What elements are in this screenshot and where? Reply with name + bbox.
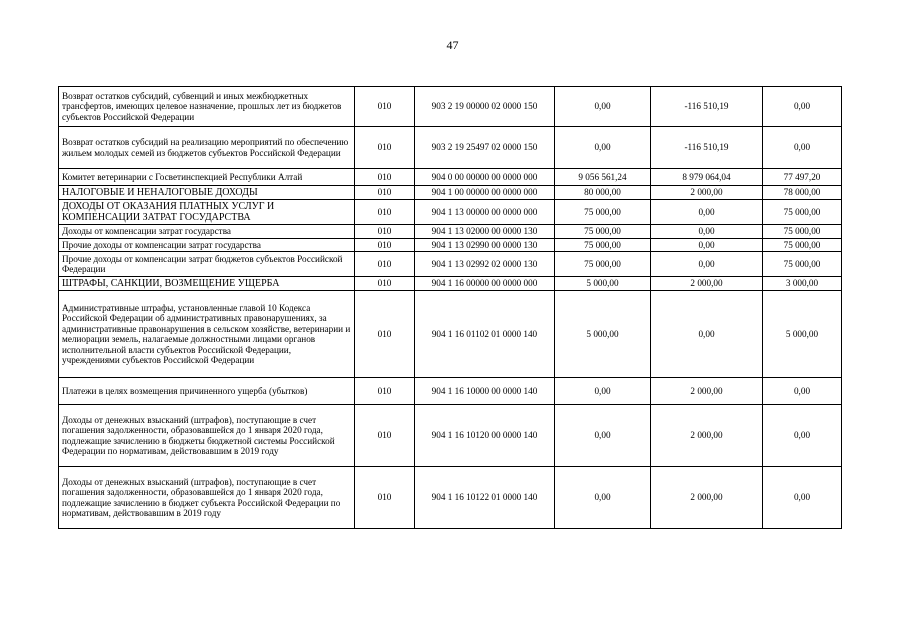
row-name-cell: Доходы от денежных взысканий (штрафов), поступающие в счет погашения задолженности, образовавшейся до 1 января 2020 года, подлежащие зачислению в бюджет субъекта Российской Федерации по нормативам, действовавшим в 2019 году bbox=[59, 467, 355, 529]
row-value-1-cell: 75 000,00 bbox=[555, 252, 651, 277]
row-code-cell: 010 bbox=[355, 405, 415, 467]
row-name-cell: НАЛОГОВЫЕ И НЕНАЛОГОВЫЕ ДОХОДЫ bbox=[59, 186, 355, 200]
row-name-cell: Прочие доходы от компенсации затрат государства bbox=[59, 238, 355, 252]
row-kbk-cell: 904 1 00 00000 00 0000 000 bbox=[415, 186, 555, 200]
row-value-1-cell: 80 000,00 bbox=[555, 186, 651, 200]
row-value-2-cell: 2 000,00 bbox=[651, 467, 763, 529]
row-value-1-cell: 75 000,00 bbox=[555, 200, 651, 225]
row-value-2-cell: 0,00 bbox=[651, 291, 763, 378]
row-name-cell: Административные штрафы, установленные главой 10 Кодекса Российской Федерации об административных правонарушениях, за административные правонарушения в сельском хозяйстве, ветеринарии и мелиорации земель, налагаемые должностными лицами органов исполнительной власти субъектов Российской Федерации, учреждениями субъектов Российской Федерации bbox=[59, 291, 355, 378]
row-value-3-cell: 5 000,00 bbox=[763, 291, 842, 378]
row-code-cell: 010 bbox=[355, 238, 415, 252]
table-row bbox=[59, 169, 842, 186]
row-kbk-cell: 904 1 16 10000 00 0000 140 bbox=[415, 378, 555, 405]
table-row bbox=[59, 186, 842, 200]
row-value-2-cell: 0,00 bbox=[651, 238, 763, 252]
row-name-cell: ШТРАФЫ, САНКЦИИ, ВОЗМЕЩЕНИЕ УЩЕРБА bbox=[59, 277, 355, 291]
row-value-2-cell: 2 000,00 bbox=[651, 378, 763, 405]
row-value-3-cell: 0,00 bbox=[763, 127, 842, 169]
row-value-1-cell: 0,00 bbox=[555, 127, 651, 169]
table-row bbox=[59, 252, 842, 277]
table-row bbox=[59, 378, 842, 405]
row-kbk-cell: 904 1 13 02992 02 0000 130 bbox=[415, 252, 555, 277]
row-kbk-cell: 904 1 16 01102 01 0000 140 bbox=[415, 291, 555, 378]
row-value-3-cell: 0,00 bbox=[763, 467, 842, 529]
row-kbk-cell: 903 2 19 00000 02 0000 150 bbox=[415, 87, 555, 127]
row-value-1-cell: 0,00 bbox=[555, 87, 651, 127]
row-value-2-cell: 0,00 bbox=[651, 200, 763, 225]
row-value-3-cell: 0,00 bbox=[763, 87, 842, 127]
row-value-3-cell: 75 000,00 bbox=[763, 252, 842, 277]
row-value-1-cell: 75 000,00 bbox=[555, 238, 651, 252]
row-name-cell: Доходы от компенсации затрат государства bbox=[59, 225, 355, 239]
row-value-1-cell: 0,00 bbox=[555, 405, 651, 467]
row-kbk-cell: 903 2 19 25497 02 0000 150 bbox=[415, 127, 555, 169]
row-kbk-cell: 904 1 16 00000 00 0000 000 bbox=[415, 277, 555, 291]
row-value-3-cell: 77 497,20 bbox=[763, 169, 842, 186]
revenue-table-body bbox=[59, 87, 842, 529]
row-kbk-cell: 904 1 16 10120 00 0000 140 bbox=[415, 405, 555, 467]
row-value-2-cell: 2 000,00 bbox=[651, 186, 763, 200]
row-value-3-cell: 0,00 bbox=[763, 378, 842, 405]
row-kbk-cell: 904 1 13 02990 00 0000 130 bbox=[415, 238, 555, 252]
row-code-cell: 010 bbox=[355, 252, 415, 277]
row-value-2-cell: 2 000,00 bbox=[651, 405, 763, 467]
row-value-2-cell: 8 979 064,04 bbox=[651, 169, 763, 186]
table-row bbox=[59, 127, 842, 169]
row-value-1-cell: 9 056 561,24 bbox=[555, 169, 651, 186]
row-value-2-cell: -116 510,19 bbox=[651, 87, 763, 127]
row-value-2-cell: 0,00 bbox=[651, 252, 763, 277]
row-code-cell: 010 bbox=[355, 277, 415, 291]
row-name-cell: ДОХОДЫ ОТ ОКАЗАНИЯ ПЛАТНЫХ УСЛУГ И КОМПЕНСАЦИИ ЗАТРАТ ГОСУДАРСТВА bbox=[59, 200, 355, 225]
row-value-2-cell: -116 510,19 bbox=[651, 127, 763, 169]
row-code-cell: 010 bbox=[355, 127, 415, 169]
row-value-1-cell: 75 000,00 bbox=[555, 225, 651, 239]
table-row bbox=[59, 200, 842, 225]
row-value-1-cell: 5 000,00 bbox=[555, 291, 651, 378]
row-value-3-cell: 0,00 bbox=[763, 405, 842, 467]
table-row bbox=[59, 277, 842, 291]
row-name-cell: Комитет ветеринарии с Госветинспекцией Республики Алтай bbox=[59, 169, 355, 186]
table-row bbox=[59, 291, 842, 378]
row-kbk-cell: 904 1 16 10122 01 0000 140 bbox=[415, 467, 555, 529]
row-name-cell: Возврат остатков субсидий на реализацию мероприятий по обеспечению жильем молодых семей из бюджетов субъектов Российской Федерации bbox=[59, 127, 355, 169]
row-name-cell: Возврат остатков субсидий, субвенций и иных межбюджетных трансфертов, имеющих целевое назначение, прошлых лет из бюджетов субъектов Российской Федерации bbox=[59, 87, 355, 127]
row-name-cell: Прочие доходы от компенсации затрат бюджетов субъектов Российской Федерации bbox=[59, 252, 355, 277]
row-kbk-cell: 904 1 13 02000 00 0000 130 bbox=[415, 225, 555, 239]
row-kbk-cell: 904 1 13 00000 00 0000 000 bbox=[415, 200, 555, 225]
row-value-1-cell: 0,00 bbox=[555, 467, 651, 529]
table-row bbox=[59, 405, 842, 467]
row-code-cell: 010 bbox=[355, 225, 415, 239]
page-number: 47 bbox=[446, 38, 459, 52]
table-row bbox=[59, 225, 842, 239]
table-row bbox=[59, 467, 842, 529]
row-value-2-cell: 0,00 bbox=[651, 225, 763, 239]
table-row bbox=[59, 238, 842, 252]
table-row bbox=[59, 87, 842, 127]
row-kbk-cell: 904 0 00 00000 00 0000 000 bbox=[415, 169, 555, 186]
row-name-cell: Платежи в целях возмещения причиненного ущерба (убытков) bbox=[59, 378, 355, 405]
row-code-cell: 010 bbox=[355, 169, 415, 186]
row-value-1-cell: 0,00 bbox=[555, 378, 651, 405]
row-value-1-cell: 5 000,00 bbox=[555, 277, 651, 291]
revenue-table bbox=[58, 86, 842, 529]
row-value-3-cell: 75 000,00 bbox=[763, 225, 842, 239]
row-code-cell: 010 bbox=[355, 467, 415, 529]
row-code-cell: 010 bbox=[355, 291, 415, 378]
row-value-3-cell: 3 000,00 bbox=[763, 277, 842, 291]
row-code-cell: 010 bbox=[355, 186, 415, 200]
row-value-3-cell: 75 000,00 bbox=[763, 238, 842, 252]
row-name-cell: Доходы от денежных взысканий (штрафов), поступающие в счет погашения задолженности, образовавшейся до 1 января 2020 года, подлежащие зачислению в бюджеты бюджетной системы Российской Федерации по нормативам, действовавшим в 2019 году bbox=[59, 405, 355, 467]
row-code-cell: 010 bbox=[355, 87, 415, 127]
row-code-cell: 010 bbox=[355, 378, 415, 405]
row-value-2-cell: 2 000,00 bbox=[651, 277, 763, 291]
row-value-3-cell: 78 000,00 bbox=[763, 186, 842, 200]
row-value-3-cell: 75 000,00 bbox=[763, 200, 842, 225]
row-code-cell: 010 bbox=[355, 200, 415, 225]
